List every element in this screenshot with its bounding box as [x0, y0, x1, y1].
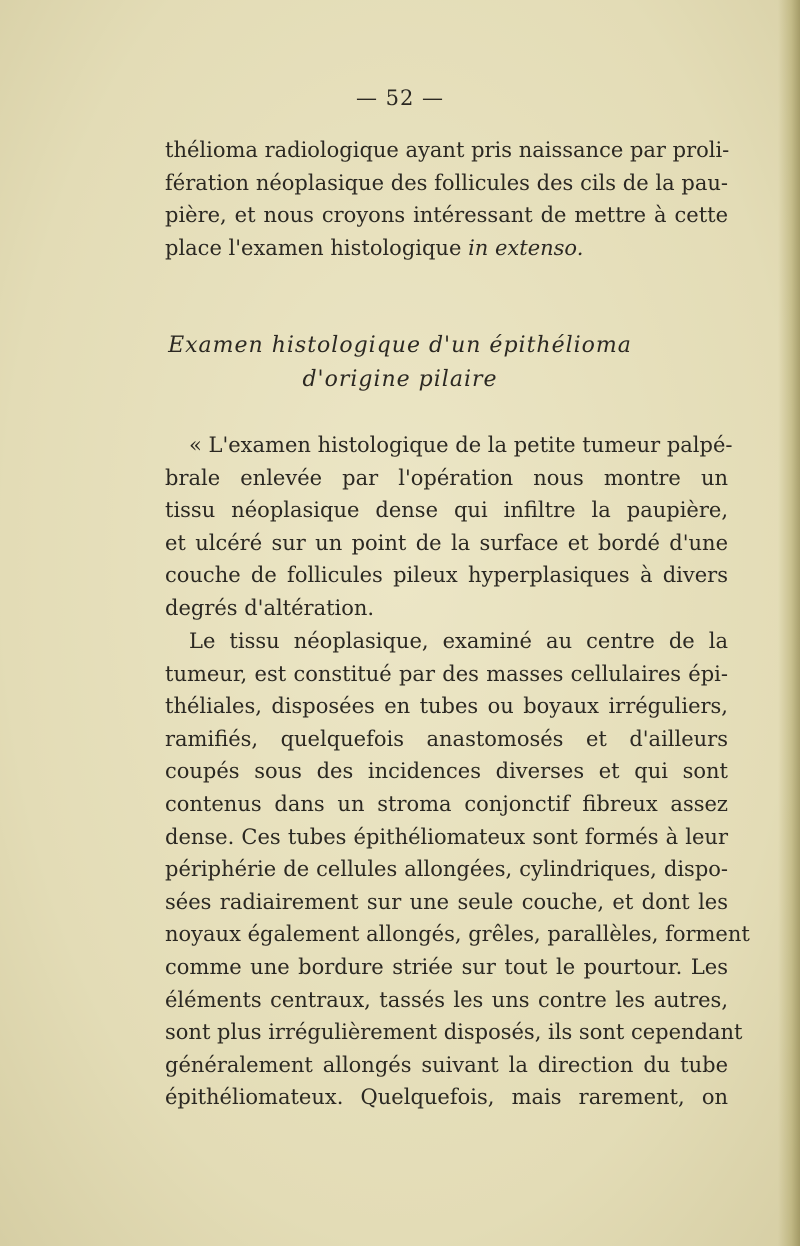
text-line: noyaux également allongés, grêles, parallèles, forment [165, 922, 750, 947]
intro-paragraph [165, 134, 728, 264]
text-line: dense. Ces tubes épithéliomateux sont formés à leur [165, 824, 728, 849]
text-line: généralement allongés suivant la direction du tube [165, 1052, 728, 1077]
text-line: brale enlevée par l'opération nous montre un [165, 465, 728, 490]
paragraph-1 [165, 429, 733, 625]
text-line: théliales, disposées en tubes ou boyaux irréguliers, [165, 694, 728, 719]
text-line: sont plus irrégulièrement disposés, ils sont cependant [165, 1020, 743, 1045]
text-line: pière, et nous croyons intéressant de mettre à cette [165, 203, 728, 228]
text-span: place l'examen histologique [165, 235, 462, 260]
text-line: et ulcéré sur un point de la surface et bordé d'une [165, 530, 728, 555]
text-line: éléments centraux, tassés les uns contre les autres, [165, 987, 728, 1012]
text-line: thélioma radiologique ayant pris naissance par proli- [165, 138, 730, 162]
italic-phrase: in extenso. [468, 235, 584, 260]
text-line: ramifiés, quelquefois anastomosés et d'ailleurs [165, 726, 728, 751]
page-number: — 52 — [355, 86, 445, 110]
paragraph-2 [165, 625, 750, 1114]
text-line: tumeur, est constitué par des masses cellulaires épi- [165, 661, 728, 686]
text-line: fération néoplasique des follicules des cils de la pau- [165, 170, 728, 195]
text-line: contenus dans un stroma conjonctif fibreux assez [165, 791, 728, 816]
text-line: sées radiairement sur une seule couche, et dont les [165, 889, 728, 914]
text-line: « L'examen histologique de la petite tumeur palpé- [189, 433, 733, 457]
text-line: tissu néoplasique dense qui infiltre la paupière, [165, 498, 728, 523]
text-line: épithéliomateux. Quelquefois, mais rarement, on [165, 1085, 728, 1110]
text-line: couche de follicules pileux hyperplasiques à divers [165, 563, 728, 588]
text-line: coupés sous des incidences diverses et qui sont [165, 759, 728, 784]
text-line: périphérie de cellules allongées, cylindriques, dispo- [165, 857, 728, 882]
text-line: comme une bordure striée sur tout le pourtour. Les [165, 954, 728, 979]
text-line [165, 232, 728, 265]
text-line: degrés d'altération. [165, 595, 375, 620]
text-line: Le tissu néoplasique, examiné au centre de la [189, 629, 728, 653]
section-title-line-1: Examen histologique d'un épithélioma [168, 333, 632, 358]
section-title-line-2: d'origine pilaire [302, 367, 498, 392]
page-edge-shadow [778, 0, 800, 1246]
